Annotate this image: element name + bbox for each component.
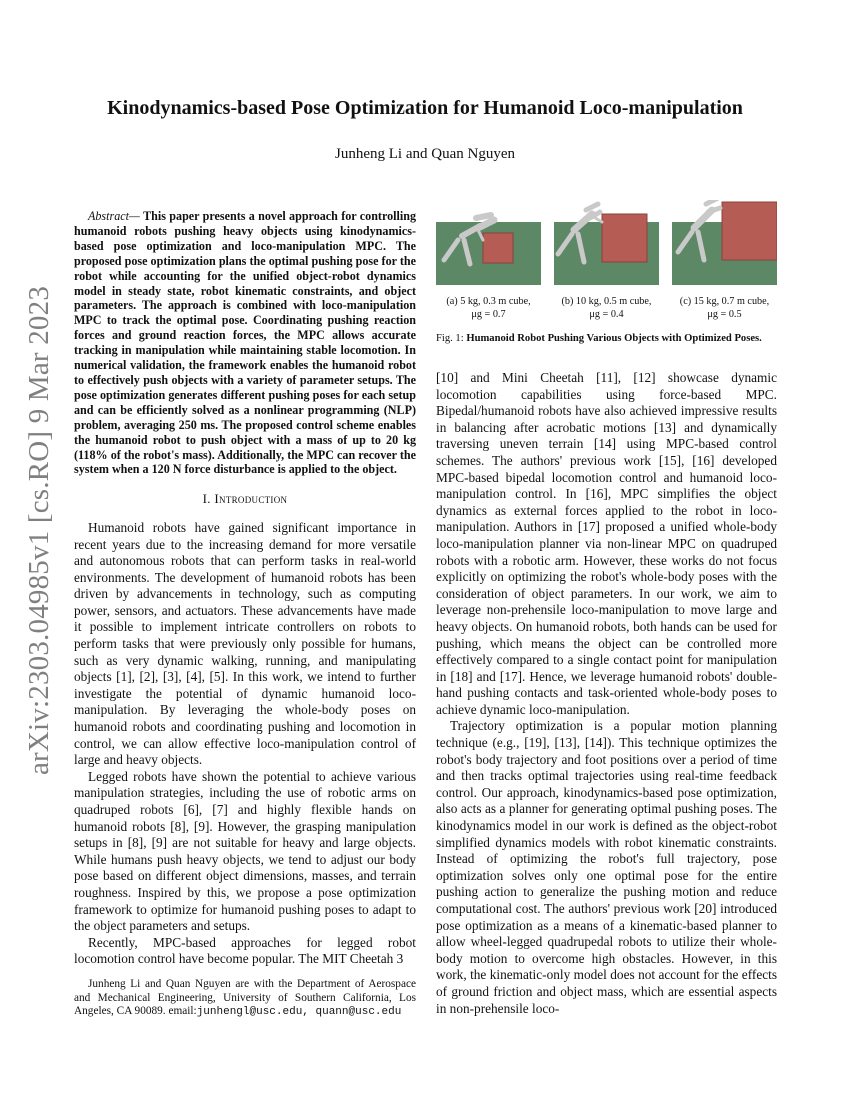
arxiv-stamp	[22, 285, 58, 775]
figure-panel-a	[436, 200, 541, 321]
intro-paragraph-2: Legged robots have shown the potential to achieve various manipulation strategies, including the use of robotic arms on quadruped robots [6], [7] and highly flexible hands on humanoid robots [8], [9]. However, the grasping manipulation setups in [8], [9] are not suitable for heavy and large objects. While humans push heavy objects, we tend to adjust our body pose based on different object dimensions, masses, and terrain roughness. Inspired by this, we propose a pose optimization framework to optimize for humanoid pushing poses to adapt to the object parameters and setups.	[74, 768, 416, 934]
panel-c-caption-line-1: (c) 15 kg, 0.7 m cube,	[679, 296, 770, 307]
panel-c-caption-line-2: μg = 0.5	[707, 308, 742, 320]
paper-title: Kinodynamics-based Pose Optimization for Humanoid Loco-manipulation	[107, 97, 743, 119]
intro-paragraph-1: Humanoid robots have gained significant importance in recent years due to the increasing demand for more versatile and autonomous robots that can perform tasks in real-world environments. The development of humanoid robots has been driven by advancements in technology, such as computing power, sensors, and actuators. These advancements have made it possible to implement intricate controllers on robots to perform tasks that were previously only possible for humans, such as very dynamic walking, running, and manipulating objects [1], [2], [3], [4], [5]. In this work, we intend to further investigate the potential of dynamic humanoid loco-manipulation. By leveraging the whole-body poses on humanoid robots and coordinating pushing and locomotion in control, we can allow effective loco-manipulation control of large and heavy objects.	[74, 519, 416, 768]
paper-authors: Junheng Li and Quan Nguyen	[335, 146, 515, 162]
abstract-label: Abstract	[88, 209, 129, 223]
figure-panel-a-caption	[436, 296, 541, 321]
section-heading-introduction	[74, 491, 416, 508]
figure-caption-label: Fig. 1:	[436, 333, 467, 345]
section-title: Introduction	[214, 491, 288, 507]
robot-push-image-a	[436, 200, 541, 285]
figure-panel-c-caption	[672, 296, 777, 321]
right-column	[436, 370, 777, 1017]
footnote-emails: junhengl@usc.edu, quann@usc.edu	[196, 1006, 402, 1019]
figure-panel-c	[672, 200, 777, 321]
figure-panel-b	[554, 200, 659, 321]
intro-paragraph-3: Recently, MPC-based approaches for legged robot locomotion control have become popular. The MIT Cheetah 3	[74, 934, 416, 967]
figure-1-caption	[436, 333, 777, 344]
panel-a-caption-line-1: (a) 5 kg, 0.3 m cube,	[446, 296, 531, 307]
figure-panel-b-caption	[554, 296, 659, 321]
robot-push-image-c	[672, 200, 777, 285]
box	[602, 214, 647, 262]
figure-1	[436, 200, 777, 344]
panel-b-caption-line-2: μg = 0.4	[589, 308, 624, 320]
panel-a-caption-line-2: μg = 0.7	[471, 308, 506, 320]
robot-push-image-b	[554, 200, 659, 285]
author-affiliation-footnote	[74, 978, 416, 1020]
figure-caption-text: Humanoid Robot Pushing Various Objects with Optimized Poses.	[466, 333, 762, 345]
section-numeral: I.	[202, 491, 215, 507]
panel-b-caption-line-1: (b) 10 kg, 0.5 m cube,	[561, 296, 652, 307]
right-paragraph-1: [10] and Mini Cheetah [11], [12] showcase dynamic locomotion capabilities using force-based MPC. Bipedal/humanoid robots have also achieved impressive results in balancing after acrobatic motions [13] and dynamically traversing uneven terrain [14] using MPC-based control schemes. The authors' previous work [15], [16] developed MPC-based bipedal locomotion control and humanoid loco-manipulation control. In [16], MPC simplifies the object dynamics as external forces applied to the robot in loco-manipulation. Authors in [17] proposed a unified whole-body loco-manipulation planner via non-linear MPC on quadruped robots with a robotic arm. However, these works do not focus explicitly on optimizing the robot's whole-body poses with the consideration of object parameters. In our work, we aim to leverage non-prehensile loco-manipulation to move large and heavy objects. On humanoid robots, both hands can be used for pushing, which means the object can be controlled more effectively compared to a single contact point for manipulation in [18] and [17]. Hence, we leverage humanoid robots' double-hand pushing contacts and task-oriented whole-body poses to achieve dynamic loco-manipulation.	[436, 370, 777, 717]
box	[483, 233, 513, 263]
abstract: Abstract— This paper presents a novel approach for controlling humanoid robots pushing heavy objects using kinodynamics-based pose optimization and loco-manipulation MPC. The proposed pose optimization plans the optimal pushing pose for the robot while accounting for the unified object-robot dynamics model in steady state, robot kinematic constraints, and object parameters. The approach is combined with loco-manipulation MPC to track the optimal pose. Coordinating pushing reaction forces and ground reaction forces, the MPC allows accurate tracking in manipulation while maintaining stable locomotion. In numerical validation, the framework enables the humanoid robot to effectively push objects with a variety of parameter setups. The pose optimization generates different pushing poses for each setup and can be efficiently solved as a nonlinear programming (NLP) problem, averaging 250 ms. The proposed control scheme enables the humanoid robot to push object with a mass of up to 20 kg (118% of the robot's mass). Additionally, the MPC can recover the system when a 120 N force disturbance is applied to the object.	[74, 209, 417, 477]
left-column	[74, 209, 416, 968]
arxiv-stamp-text: arXiv:2303.04985v1 [cs.RO] 9 Mar 2023	[23, 285, 56, 775]
right-paragraph-2: Trajectory optimization is a popular motion planning technique (e.g., [19], [13], [14]). This technique optimizes the robot's body trajectory and foot positions over a period of time and then tracks optimal trajectories using real-time feedback control. Our approach, kinodynamics-based pose optimization, also acts as a planner for generating optimal pushing poses. The kinodynamics model in our work is defined as the object-robot simplified dynamics models with robot kinematic constraints. Instead of optimizing the robot's full trajectory, pose optimization solves only one optimal pose for the entire pushing action to generalize the pushing motion and reduce computational cost. The authors' previous work [20] introduced pose optimization as a means of a kinematic-based planner to allow wheel-legged quadrupedal robots to utilize their whole-body motion to overcome high obstacles. However, in this work, the kinematic-only model does not account for the effects of ground friction and object mass, which are essential aspects in non-prehensile loco-	[436, 718, 777, 1016]
box	[722, 202, 777, 260]
abstract-text: This paper presents a novel approach for controlling humanoid robots pushing heavy objects using kinodynamics-based pose optimization and loco-manipulation MPC. The proposed pose optimization plans the optimal pushing pose for the robot while accounting for the unified object-robot dynamics model in steady state, robot kinematic constraints, and object parameters. The approach is combined with loco-manipulation MPC to track the optimal pose. Coordinating pushing reaction forces and ground reaction forces, the MPC allows accurate tracking in manipulation while maintaining stable locomotion. In numerical validation, the framework enables the humanoid robot to effectively push objects with a variety of parameter setups. The pose optimization generates different pushing poses for each setup and can be efficiently solved as a nonlinear programming (NLP) problem, averaging 250 ms. The proposed control scheme enables the humanoid robot to push object with a mass of up to 20 kg (118% of the robot's mass). Additionally, the MPC can recover the system when a 120 N force disturbance is applied to the object.	[74, 209, 417, 477]
footnote-text: Junheng Li and Quan Nguyen are with the Department of Aerospace and Mechanical Engineering, University of Southern California, Los Angeles, CA 90089. email:	[74, 978, 416, 1018]
